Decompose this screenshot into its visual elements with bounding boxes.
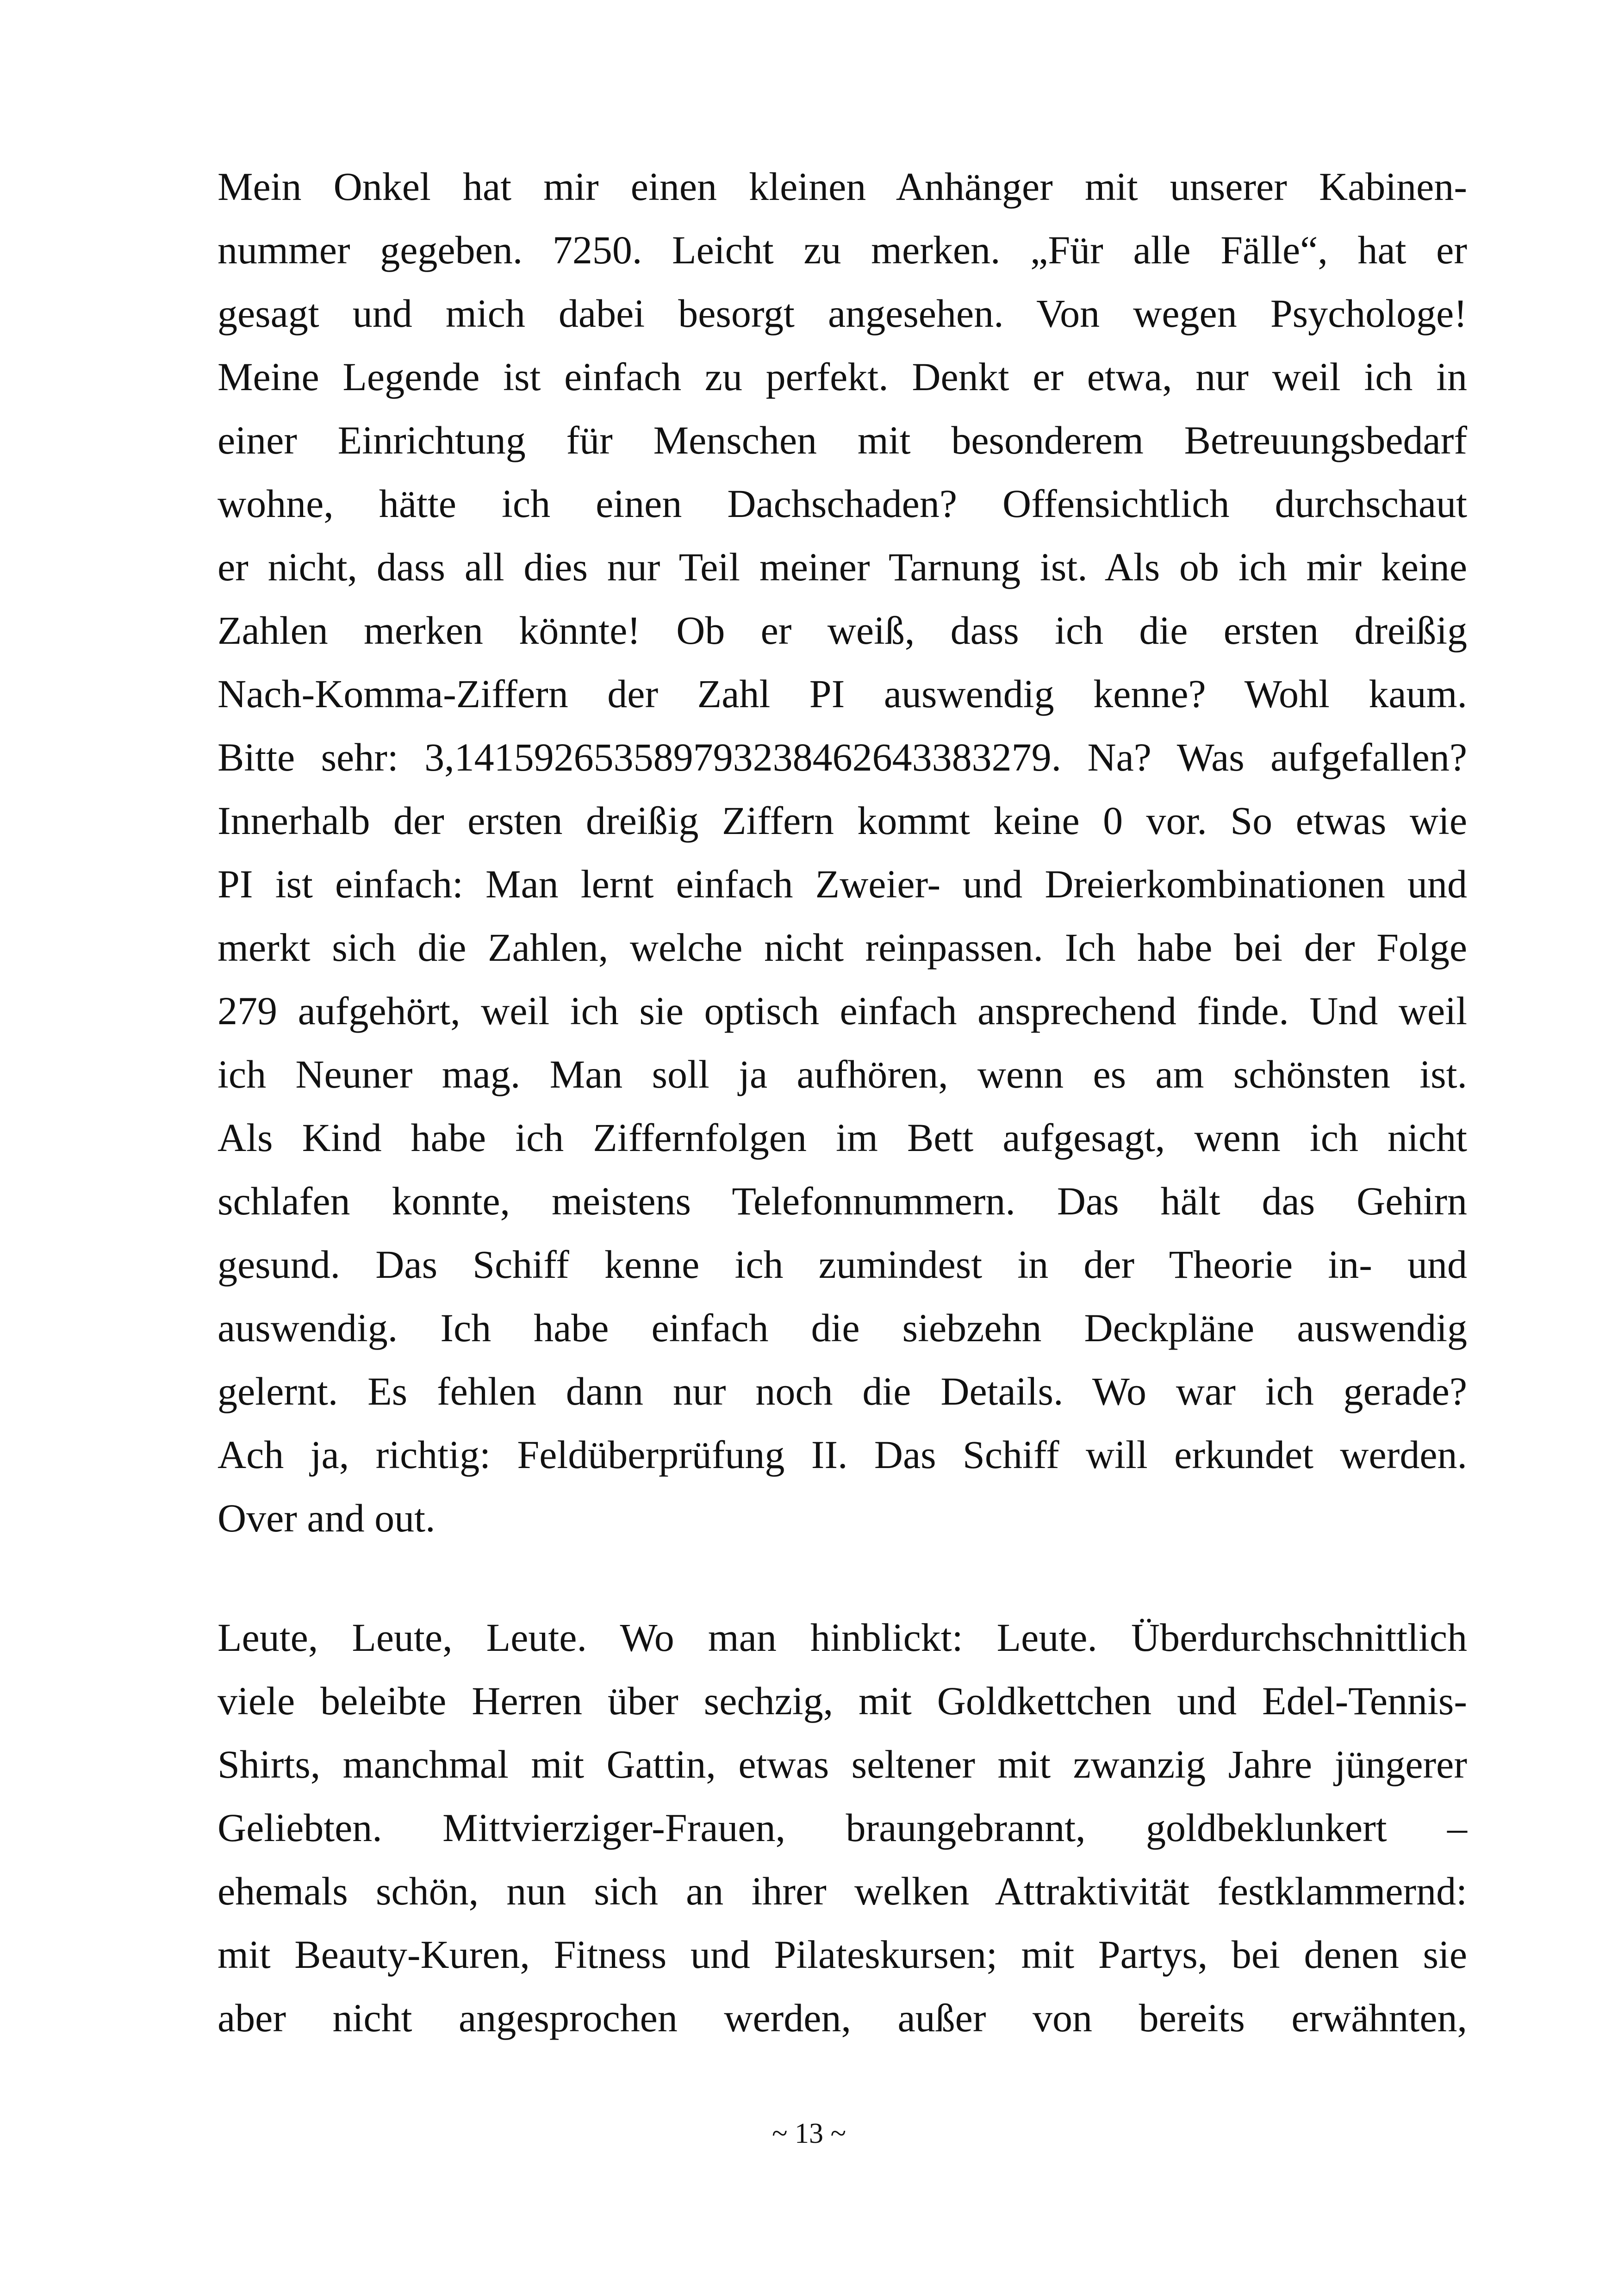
text-line: schlafen konnte, meistens Telefonnummern. Das hält das Gehirn [218, 1179, 1467, 1223]
text-line: Als Kind habe ich Ziffernfolgen im Bett aufgesagt, wenn ich nicht [218, 1115, 1467, 1160]
text-line: Shirts, manchmal mit Gattin, etwas seltener mit zwanzig Jahre jüngerer [218, 1742, 1467, 1786]
text-line: gesagt und mich dabei besorgt angesehen. Von wegen Psychologe! [218, 291, 1467, 336]
text-line: nummer gegeben. 7250. Leicht zu merken. „Für alle Fälle“, hat er [218, 228, 1467, 272]
text-line: Mein Onkel hat mir einen kleinen Anhänger mit unserer Kabinen- [218, 164, 1467, 209]
text-line: 279 aufgehört, weil ich sie optisch einfach ansprechend finde. Und weil [218, 989, 1467, 1033]
paragraph-1 [218, 155, 1467, 1550]
paragraph-2 [218, 1606, 1467, 2050]
text-line: Leute, Leute, Leute. Wo man hinblickt: Leute. Überdurchschnittlich [218, 1615, 1467, 1660]
text-line: gelernt. Es fehlen dann nur noch die Details. Wo war ich gerade? [218, 1369, 1467, 1413]
text-line: Innerhalb der ersten dreißig Ziffern kommt keine 0 vor. So etwas wie [218, 798, 1467, 843]
text-line: Zahlen merken könnte! Ob er weiß, dass ich die ersten dreißig [218, 608, 1467, 653]
text-line: gesund. Das Schiff kenne ich zumindest in der Theorie in- und [218, 1242, 1467, 1287]
text-line: er nicht, dass all dies nur Teil meiner Tarnung ist. Als ob ich mir keine [218, 545, 1467, 589]
text-line: wohne, hätte ich einen Dachschaden? Offensichtlich durchschaut [218, 481, 1467, 526]
text-line: Geliebten. Mittvierziger-Frauen, braungebrannt, goldbeklunkert – [218, 1805, 1467, 1850]
text-line: Meine Legende ist einfach zu perfekt. Denkt er etwa, nur weil ich in [218, 355, 1467, 399]
text-line: merkt sich die Zahlen, welche nicht reinpassen. Ich habe bei der Folge [218, 925, 1467, 970]
text-line: PI ist einfach: Man lernt einfach Zweier- und Dreierkombinationen und [218, 862, 1467, 906]
text-line: ehemals schön, nun sich an ihrer welken Attraktivität festklammernd: [218, 1869, 1467, 1913]
text-line: ich Neuner mag. Man soll ja aufhören, wenn es am schönsten ist. [218, 1052, 1467, 1096]
text-line: aber nicht angesprochen werden, außer von bereits erwähnten, [218, 1996, 1467, 2040]
text-line: Bitte sehr: 3,141592653589793238462643383279. Na? Was aufgefallen? [218, 735, 1467, 779]
text-line: einer Einrichtung für Menschen mit besonderem Betreuungsbedarf [218, 418, 1467, 462]
text-line: mit Beauty-Kuren, Fitness und Pilateskursen; mit Partys, bei denen sie [218, 1932, 1467, 1977]
text-line: Over and out. [218, 1496, 436, 1540]
text-line: Nach-Komma-Ziffern der Zahl PI auswendig kenne? Wohl kaum. [218, 672, 1467, 716]
text-line: Ach ja, richtig: Feldüberprüfung II. Das Schiff will erkundet werden. [218, 1432, 1467, 1477]
page-number: ~ 13 ~ [772, 2118, 846, 2149]
text-line: viele beleibte Herren über sechzig, mit Goldkettchen und Edel-Tennis- [218, 1679, 1467, 1723]
text-line: auswendig. Ich habe einfach die siebzehn Deckpläne auswendig [218, 1306, 1467, 1350]
